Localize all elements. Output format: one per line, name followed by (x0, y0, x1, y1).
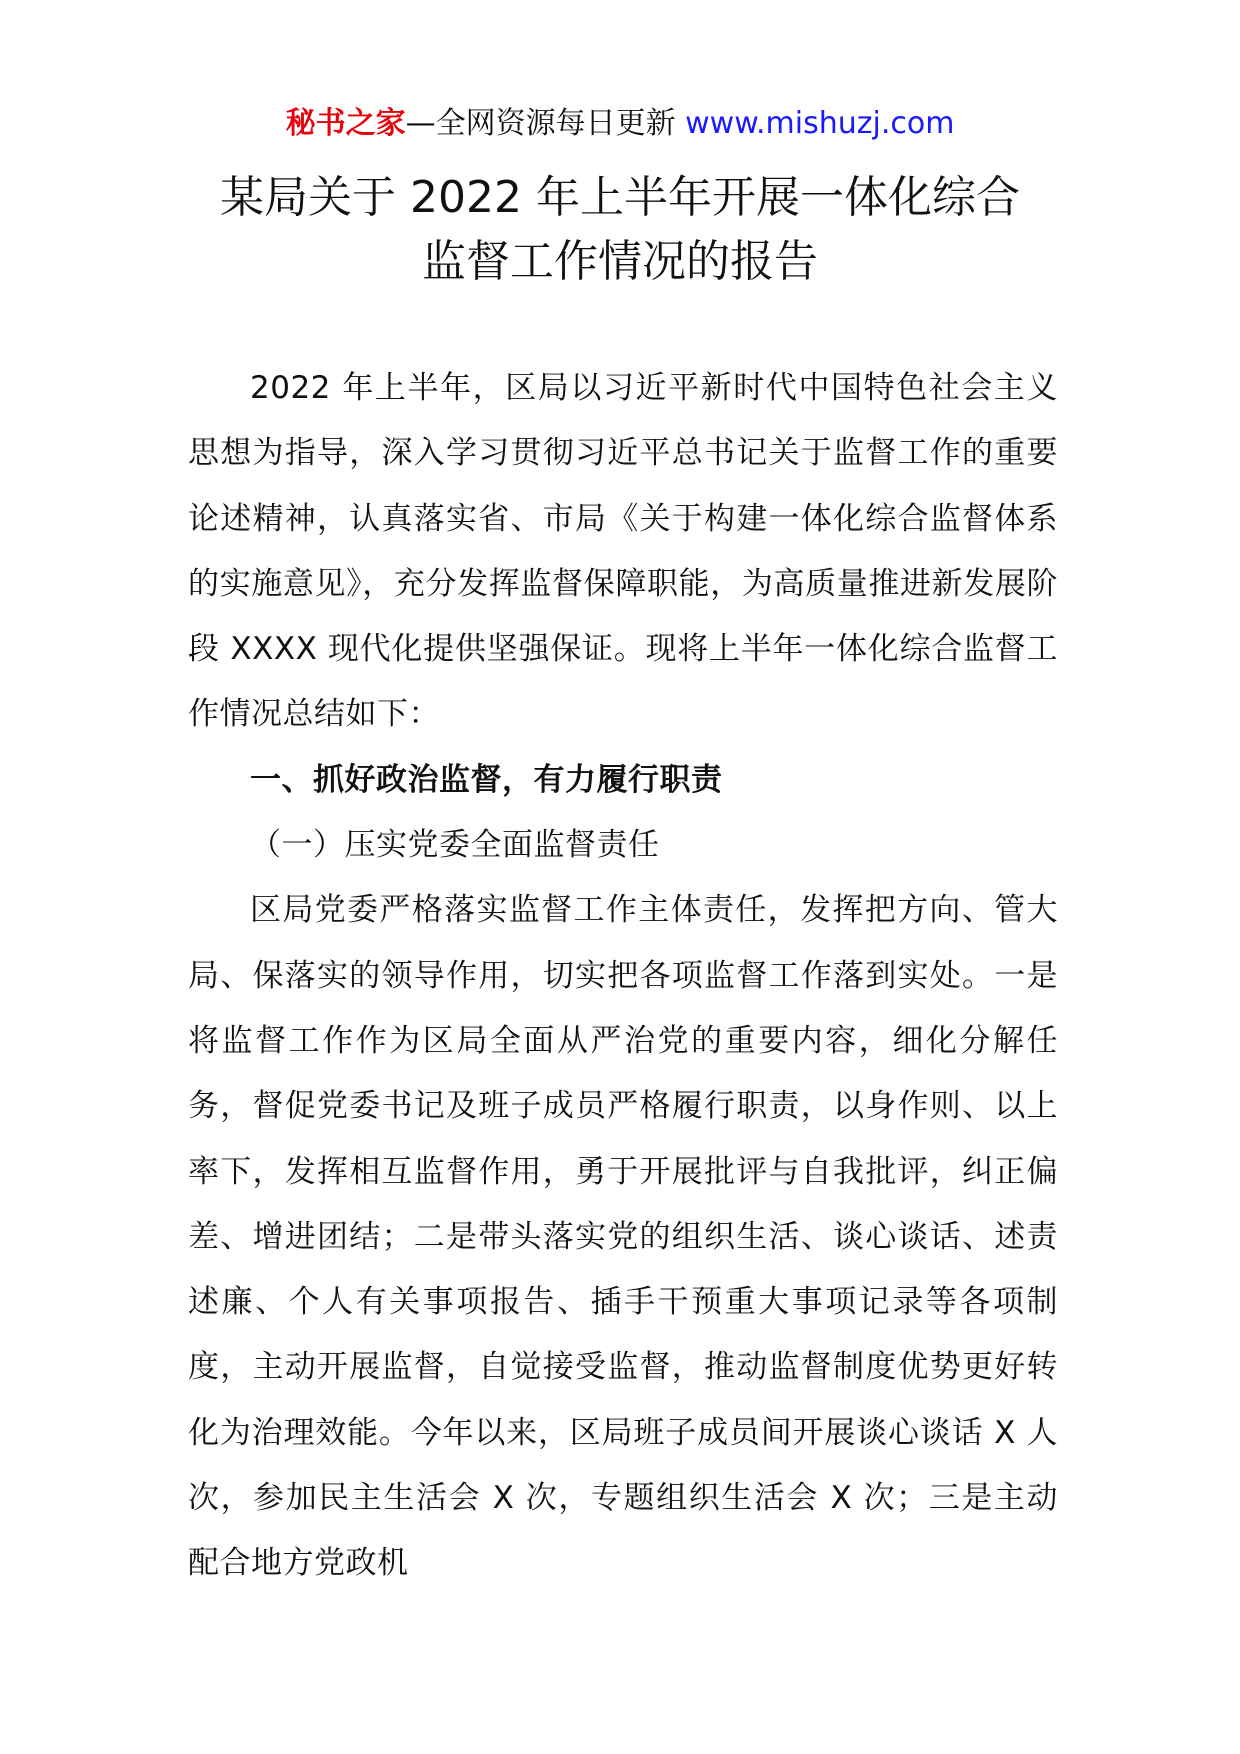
site-url: www.mishuzj.com (685, 106, 955, 141)
subsection-heading: （一）压实党委全面监督责任 (250, 827, 660, 864)
section-heading: 一、抓好政治监督，有力履行职责 (250, 761, 723, 798)
title-line-1: 某局关于 2022 年上半年开展一体化综合 (220, 172, 1020, 223)
body-paragraph: 区局党委严格落实监督工作主体责任，发挥把方向、管大局、保落实的领导作用，切实把各项监督工作落到实处。一是将监督工作作为区局全面从严治党的重要内容，细化分解任务，督促党委书记及班子成员严格履行职责，以身作则、以上率下，发挥相互监督作用，勇于开展批评与自我批评，纠正偏差、增进团结；二是带头落实党的组织生活、谈心谈话、述责述廉、个人有关事项报告、插手干预重大事项记录等各项制度，主动开展监督，自觉接受监督，推动监督制度优势更好转化为治理效能。今年以来，区局班子成员间开展谈心谈话 X 人次，参加民主生活会 X 次，专题组织生活会 X 次；三是主动配合地方党政机 (188, 892, 1058, 1582)
brand-name: 秘书之家 (285, 106, 406, 141)
document-body (188, 356, 1058, 1597)
header-tagline: —全网资源每日更新 (405, 106, 676, 141)
title-line-2: 监督工作情况的报告 (422, 236, 818, 287)
intro-paragraph: 2022 年上半年，区局以习近平新时代中国特色社会主义思想为指导，深入学习贯彻习近平总书记关于监督工作的重要论述精神，认真落实省、市局《关于构建一体化综合监督体系的实施意见》，充分发挥监督保障职能，为高质量推进新发展阶段 XXXX 现代化提供坚强保证。现将上半年一体化综合监督工作情况总结如下： (188, 370, 1058, 733)
watermark-header (0, 104, 1240, 144)
document-title (0, 166, 1240, 294)
